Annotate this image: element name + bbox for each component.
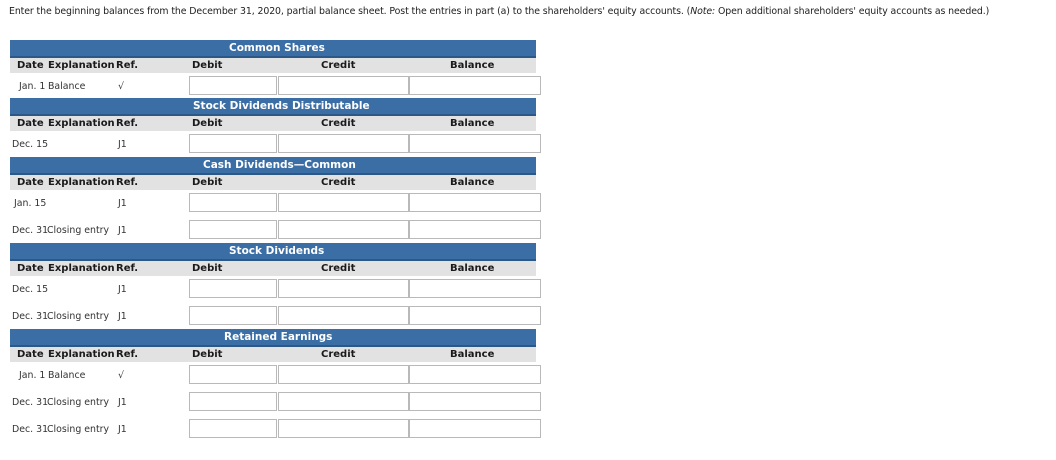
credit-input[interactable] (278, 365, 409, 384)
header-explanation: Explanation (48, 263, 115, 274)
row-date: Jan. 1 (19, 81, 46, 92)
credit-input[interactable] (278, 134, 409, 153)
header-debit: Debit (192, 60, 223, 71)
account-title: Stock Dividends (229, 245, 325, 257)
credit-input[interactable] (278, 193, 409, 212)
account-title-bar (10, 98, 536, 116)
account-title-bar (10, 243, 536, 261)
instructions (9, 6, 989, 17)
balance-input[interactable] (409, 365, 541, 384)
row-date: Dec. 15 (12, 284, 49, 295)
row-date: Jan. 1 (19, 370, 46, 381)
header-credit: Credit (321, 60, 356, 71)
row-explanation: Balance (48, 81, 86, 92)
credit-input[interactable] (278, 306, 409, 325)
column-header-row (10, 175, 536, 190)
header-date: Date (17, 60, 44, 71)
debit-input[interactable] (189, 76, 277, 95)
credit-input[interactable] (278, 279, 409, 298)
debit-input[interactable] (189, 365, 277, 384)
account-title: Cash Dividends—Common (203, 159, 356, 171)
debit-input[interactable] (189, 134, 277, 153)
row-date: Dec. 31 (12, 424, 49, 435)
header-debit: Debit (192, 177, 223, 188)
header-explanation: Explanation (48, 60, 115, 71)
account-title: Retained Earnings (224, 331, 333, 343)
row-date: Dec. 31 (12, 397, 49, 408)
ledger-account-retained-earnings (10, 329, 536, 443)
ledger-row (10, 303, 536, 330)
header-balance: Balance (450, 60, 495, 71)
header-debit: Debit (192, 349, 223, 360)
balance-input[interactable] (409, 193, 541, 212)
debit-input[interactable] (189, 193, 277, 212)
row-ref: J1 (118, 424, 127, 435)
ledger-account-common-shares (10, 40, 536, 100)
balance-input[interactable] (409, 134, 541, 153)
row-explanation: Balance (48, 370, 86, 381)
column-header-row (10, 58, 536, 73)
row-ref: J1 (118, 198, 127, 209)
row-date: Dec. 15 (12, 139, 49, 150)
row-explanation: Closing entry (47, 397, 110, 408)
row-date: Jan. 15 (14, 198, 47, 209)
account-title-bar (10, 329, 536, 347)
ledger-account-stock-dividends (10, 243, 536, 330)
ledger-row (10, 389, 536, 416)
ledger-row (10, 131, 536, 158)
account-title: Common Shares (229, 42, 325, 54)
instructions-note-text: Open additional shareholders' equity accounts as needed.) (715, 6, 990, 17)
header-explanation: Explanation (48, 349, 115, 360)
header-credit: Credit (321, 118, 356, 129)
ledger-row (10, 217, 536, 244)
account-title: Stock Dividends Distributable (193, 100, 370, 112)
header-ref: Ref. (116, 118, 139, 129)
header-ref: Ref. (116, 349, 139, 360)
instructions-main: Enter the beginning balances from the December 31, 2020, partial balance sheet. Post the entries in part (a) to the shareholders' equity accounts. ( (9, 6, 691, 17)
header-balance: Balance (450, 263, 495, 274)
ledger-row (10, 276, 536, 303)
header-date: Date (17, 263, 44, 274)
row-ref: √ (118, 370, 124, 381)
balance-input[interactable] (409, 306, 541, 325)
balance-input[interactable] (409, 419, 541, 438)
credit-input[interactable] (278, 419, 409, 438)
header-balance: Balance (450, 177, 495, 188)
row-explanation: Closing entry (47, 225, 110, 236)
balance-input[interactable] (409, 220, 541, 239)
row-ref: J1 (118, 225, 127, 236)
credit-input[interactable] (278, 76, 409, 95)
row-date: Dec. 31 (12, 311, 49, 322)
header-debit: Debit (192, 263, 223, 274)
account-title-bar (10, 40, 536, 58)
row-ref: J1 (118, 397, 127, 408)
header-ref: Ref. (116, 263, 139, 274)
balance-input[interactable] (409, 279, 541, 298)
ledger-row (10, 73, 536, 100)
column-header-row (10, 347, 536, 362)
row-explanation: Closing entry (47, 311, 110, 322)
row-ref: J1 (118, 311, 127, 322)
row-date: Dec. 31 (12, 225, 49, 236)
row-ref: J1 (118, 284, 127, 295)
credit-input[interactable] (278, 220, 409, 239)
header-credit: Credit (321, 349, 356, 360)
header-date: Date (17, 349, 44, 360)
column-header-row (10, 261, 536, 276)
header-balance: Balance (450, 349, 495, 360)
ledger-account-stock-dividends-distributable (10, 98, 536, 158)
ledger-account-cash-dividends-common (10, 157, 536, 244)
balance-input[interactable] (409, 392, 541, 411)
header-credit: Credit (321, 263, 356, 274)
header-ref: Ref. (116, 177, 139, 188)
ledger-row (10, 416, 536, 443)
header-debit: Debit (192, 118, 223, 129)
row-ref: √ (118, 81, 124, 92)
balance-input[interactable] (409, 76, 541, 95)
debit-input[interactable] (189, 392, 277, 411)
debit-input[interactable] (189, 419, 277, 438)
header-date: Date (17, 177, 44, 188)
header-explanation: Explanation (48, 177, 115, 188)
row-ref: J1 (118, 139, 127, 150)
header-explanation: Explanation (48, 118, 115, 129)
header-balance: Balance (450, 118, 495, 129)
credit-input[interactable] (278, 392, 409, 411)
account-title-bar (10, 157, 536, 175)
row-explanation: Closing entry (47, 424, 110, 435)
debit-input[interactable] (189, 306, 277, 325)
column-header-row (10, 116, 536, 131)
ledger-row (10, 362, 536, 389)
header-date: Date (17, 118, 44, 129)
header-ref: Ref. (116, 60, 139, 71)
header-credit: Credit (321, 177, 356, 188)
ledger-row (10, 190, 536, 217)
debit-input[interactable] (189, 279, 277, 298)
debit-input[interactable] (189, 220, 277, 239)
instructions-note-label: Note: (690, 6, 716, 17)
